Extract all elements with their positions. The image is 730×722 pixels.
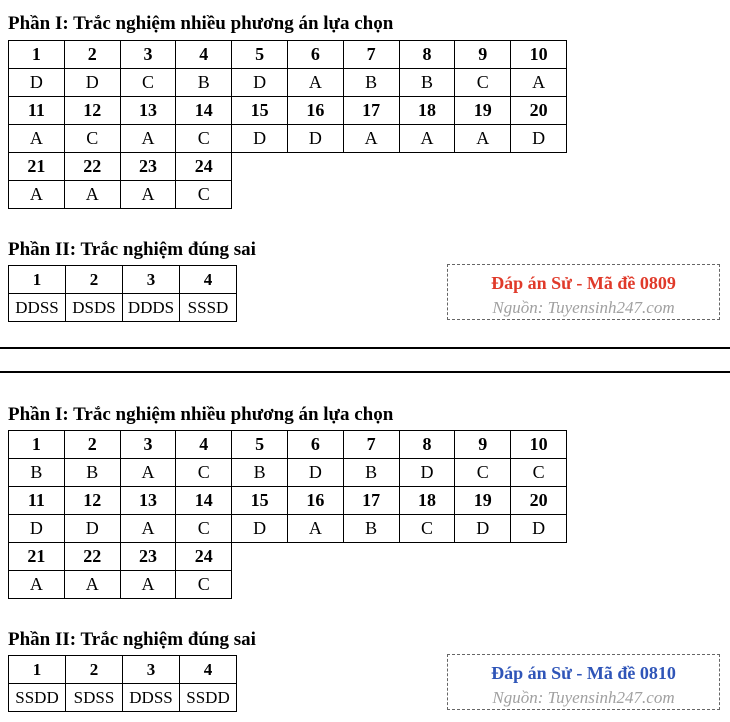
answer-cell: A xyxy=(455,125,511,153)
question-number-cell: 14 xyxy=(176,487,232,515)
answer-cell: SSDD xyxy=(9,684,66,712)
question-number-cell: 4 xyxy=(180,266,237,294)
empty-cell xyxy=(287,153,343,181)
question-number-cell: 21 xyxy=(9,543,65,571)
stamp-title: Đáp án Sử - Mã đề 0809 xyxy=(491,273,676,293)
answer-row xyxy=(9,571,567,599)
empty-cell xyxy=(399,153,455,181)
question-number-cell: 2 xyxy=(66,656,123,684)
question-number-cell: 5 xyxy=(232,41,288,69)
answer-cell: C xyxy=(176,181,232,209)
answer-cell: C xyxy=(176,571,232,599)
answer-cell: DDSS xyxy=(123,684,180,712)
empty-cell xyxy=(511,571,567,599)
answer-cell: SDSS xyxy=(66,684,123,712)
question-number-cell: 22 xyxy=(64,543,120,571)
question-number-cell: 6 xyxy=(287,431,343,459)
answer-cell: D xyxy=(64,69,120,97)
tf-answer-table xyxy=(8,655,237,712)
question-number-cell: 15 xyxy=(232,487,288,515)
mc-answer-table xyxy=(8,40,567,209)
question-number-row xyxy=(9,41,567,69)
mc-section-title: Phần I: Trắc nghiệm nhiều phương án lựa chọn xyxy=(8,13,394,34)
question-number-row xyxy=(9,266,237,294)
empty-cell xyxy=(399,543,455,571)
answer-cell: A xyxy=(120,181,176,209)
question-number-cell: 1 xyxy=(9,656,66,684)
question-number-cell: 3 xyxy=(120,431,176,459)
answer-cell: C xyxy=(455,459,511,487)
answer-cell: A xyxy=(120,515,176,543)
answer-cell: SSDD xyxy=(180,684,237,712)
empty-cell xyxy=(511,543,567,571)
question-number-cell: 13 xyxy=(120,487,176,515)
answer-cell: B xyxy=(343,515,399,543)
question-number-cell: 18 xyxy=(399,97,455,125)
answer-cell: D xyxy=(9,515,65,543)
question-number-cell: 17 xyxy=(343,97,399,125)
answer-cell: D xyxy=(287,459,343,487)
empty-cell xyxy=(455,571,511,599)
answer-cell: D xyxy=(455,515,511,543)
answer-cell: DDSS xyxy=(9,294,66,322)
question-number-cell: 20 xyxy=(511,487,567,515)
question-number-cell: 24 xyxy=(176,543,232,571)
empty-cell xyxy=(511,153,567,181)
empty-cell xyxy=(287,543,343,571)
empty-cell xyxy=(343,153,399,181)
question-number-cell: 3 xyxy=(123,656,180,684)
empty-cell xyxy=(455,153,511,181)
answer-cell: A xyxy=(120,571,176,599)
question-number-row xyxy=(9,153,567,181)
answer-cell: A xyxy=(120,125,176,153)
question-number-cell: 9 xyxy=(455,431,511,459)
empty-cell xyxy=(287,181,343,209)
question-number-cell: 4 xyxy=(180,656,237,684)
empty-cell xyxy=(399,181,455,209)
question-number-cell: 2 xyxy=(64,41,120,69)
answer-cell: B xyxy=(176,69,232,97)
answer-cell: C xyxy=(176,125,232,153)
question-number-cell: 3 xyxy=(123,266,180,294)
answer-cell: C xyxy=(399,515,455,543)
answer-row xyxy=(9,459,567,487)
question-number-cell: 16 xyxy=(287,97,343,125)
empty-cell xyxy=(343,181,399,209)
answer-cell: C xyxy=(455,69,511,97)
question-number-cell: 2 xyxy=(66,266,123,294)
answer-cell: C xyxy=(176,515,232,543)
question-number-cell: 8 xyxy=(399,431,455,459)
question-number-cell: 18 xyxy=(399,487,455,515)
answer-stamp xyxy=(447,264,720,320)
question-number-cell: 5 xyxy=(232,431,288,459)
answer-cell: C xyxy=(120,69,176,97)
question-number-cell: 22 xyxy=(64,153,120,181)
answer-row xyxy=(9,125,567,153)
question-number-cell: 1 xyxy=(9,431,65,459)
answer-cell: A xyxy=(9,181,65,209)
answer-row xyxy=(9,684,237,712)
answer-cell: D xyxy=(64,515,120,543)
answer-cell: C xyxy=(176,459,232,487)
empty-cell xyxy=(343,571,399,599)
empty-cell xyxy=(399,571,455,599)
separator-line xyxy=(0,371,730,373)
answer-cell: D xyxy=(232,125,288,153)
answer-cell: SSSD xyxy=(180,294,237,322)
question-number-cell: 1 xyxy=(9,266,66,294)
empty-cell xyxy=(232,571,288,599)
question-number-cell: 7 xyxy=(343,41,399,69)
answer-cell: D xyxy=(232,515,288,543)
answer-cell: B xyxy=(232,459,288,487)
answer-cell: A xyxy=(343,125,399,153)
answer-cell: B xyxy=(343,459,399,487)
answer-cell: D xyxy=(511,515,567,543)
answer-cell: A xyxy=(287,515,343,543)
answer-cell: A xyxy=(64,181,120,209)
question-number-cell: 2 xyxy=(64,431,120,459)
empty-cell xyxy=(455,181,511,209)
answer-cell: C xyxy=(64,125,120,153)
tf-section-title: Phần II: Trắc nghiệm đúng sai xyxy=(8,629,256,650)
answer-cell: A xyxy=(9,571,65,599)
answer-cell: A xyxy=(399,125,455,153)
tf-answer-table xyxy=(8,265,237,322)
question-number-cell: 15 xyxy=(232,97,288,125)
question-number-cell: 19 xyxy=(455,97,511,125)
question-number-row xyxy=(9,543,567,571)
answer-cell: DDDS xyxy=(123,294,180,322)
question-number-cell: 3 xyxy=(120,41,176,69)
question-number-cell: 8 xyxy=(399,41,455,69)
stamp-source: Nguồn: Tuyensinh247.com xyxy=(492,688,675,707)
question-number-row xyxy=(9,97,567,125)
question-number-cell: 13 xyxy=(120,97,176,125)
question-number-cell: 4 xyxy=(176,41,232,69)
question-number-cell: 10 xyxy=(511,41,567,69)
answer-cell: A xyxy=(9,125,65,153)
answer-stamp xyxy=(447,654,720,710)
question-number-cell: 6 xyxy=(287,41,343,69)
question-number-cell: 21 xyxy=(9,153,65,181)
question-number-row xyxy=(9,656,237,684)
answer-cell: D xyxy=(232,69,288,97)
stamp-source: Nguồn: Tuyensinh247.com xyxy=(492,298,675,317)
question-number-cell: 11 xyxy=(9,487,65,515)
answer-cell: B xyxy=(64,459,120,487)
empty-cell xyxy=(343,543,399,571)
tf-section-title: Phần II: Trắc nghiệm đúng sai xyxy=(8,239,256,260)
mc-answer-table xyxy=(8,430,567,599)
question-number-cell: 16 xyxy=(287,487,343,515)
answer-cell: B xyxy=(343,69,399,97)
answer-cell: DSDS xyxy=(66,294,123,322)
answer-cell: C xyxy=(511,459,567,487)
question-number-cell: 14 xyxy=(176,97,232,125)
question-number-cell: 9 xyxy=(455,41,511,69)
empty-cell xyxy=(455,543,511,571)
question-number-cell: 24 xyxy=(176,153,232,181)
answer-cell: D xyxy=(399,459,455,487)
question-number-cell: 12 xyxy=(64,487,120,515)
question-number-cell: 12 xyxy=(64,97,120,125)
answer-cell: D xyxy=(287,125,343,153)
stamp-title: Đáp án Sử - Mã đề 0810 xyxy=(491,663,676,683)
question-number-cell: 7 xyxy=(343,431,399,459)
separator-line xyxy=(0,347,730,349)
question-number-row xyxy=(9,487,567,515)
question-number-cell: 11 xyxy=(9,97,65,125)
empty-cell xyxy=(232,543,288,571)
empty-cell xyxy=(232,153,288,181)
answer-cell: B xyxy=(399,69,455,97)
answer-cell: D xyxy=(511,125,567,153)
answer-cell: A xyxy=(287,69,343,97)
mc-section-title: Phần I: Trắc nghiệm nhiều phương án lựa chọn xyxy=(8,404,394,425)
answer-cell: D xyxy=(9,69,65,97)
question-number-cell: 4 xyxy=(176,431,232,459)
answer-cell: B xyxy=(9,459,65,487)
answer-cell: A xyxy=(64,571,120,599)
answer-row xyxy=(9,181,567,209)
question-number-cell: 17 xyxy=(343,487,399,515)
question-number-row xyxy=(9,431,567,459)
answer-cell: A xyxy=(120,459,176,487)
empty-cell xyxy=(232,181,288,209)
empty-cell xyxy=(287,571,343,599)
answer-row xyxy=(9,294,237,322)
question-number-cell: 19 xyxy=(455,487,511,515)
question-number-cell: 23 xyxy=(120,153,176,181)
question-number-cell: 10 xyxy=(511,431,567,459)
question-number-cell: 23 xyxy=(120,543,176,571)
answer-row xyxy=(9,515,567,543)
answer-row xyxy=(9,69,567,97)
question-number-cell: 1 xyxy=(9,41,65,69)
empty-cell xyxy=(511,181,567,209)
question-number-cell: 20 xyxy=(511,97,567,125)
answer-cell: A xyxy=(511,69,567,97)
